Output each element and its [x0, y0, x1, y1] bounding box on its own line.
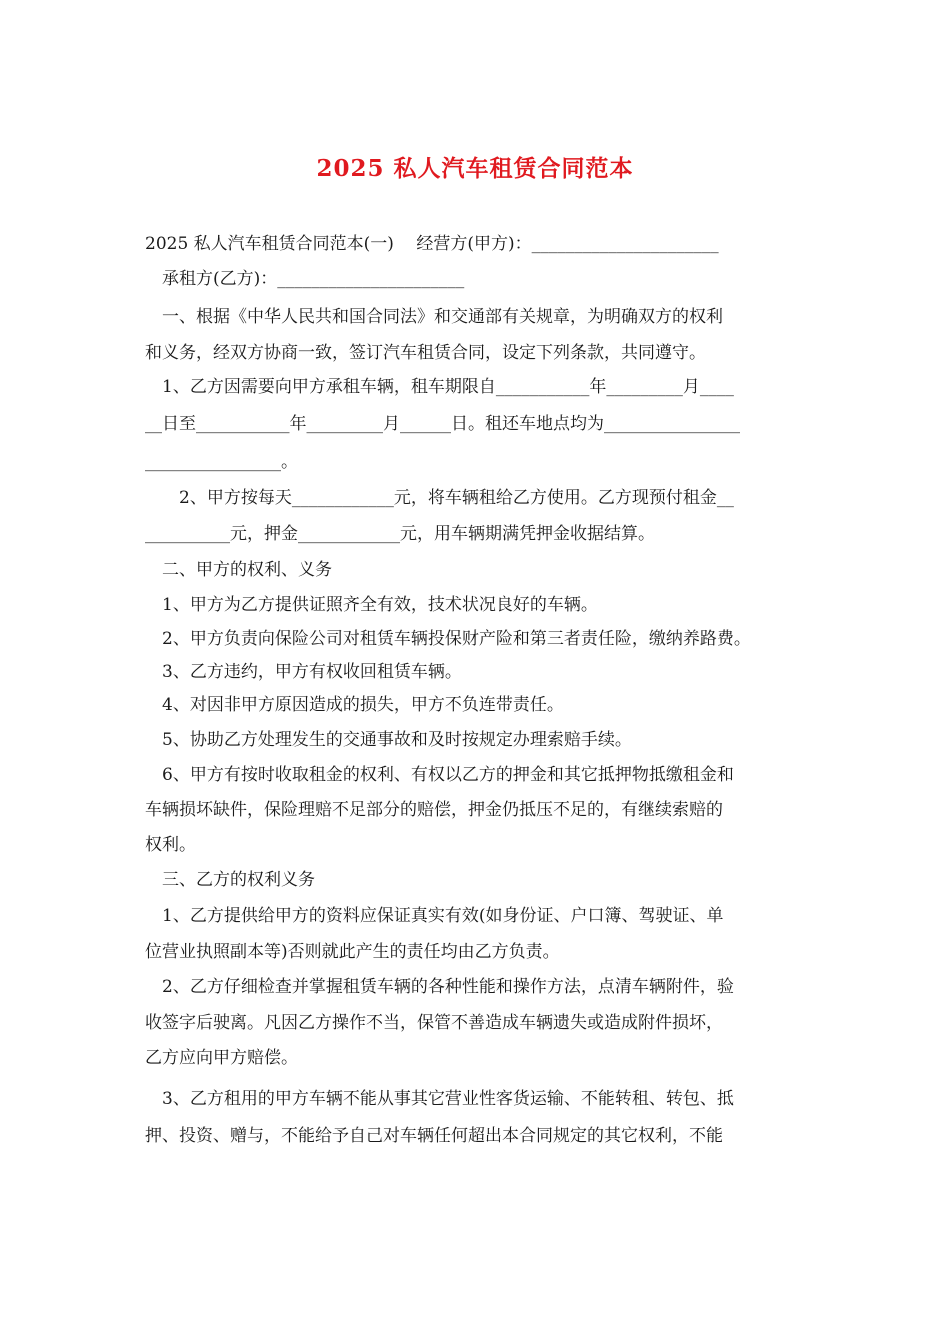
paragraph-line: 1、甲方为乙方提供证照齐全有效，技术状况良好的车辆。: [145, 595, 598, 615]
paragraph-line: 5、协助乙方处理发生的交通事故和及时按规定办理索赔手续。: [145, 730, 632, 750]
paragraph-line: 乙方应向甲方赔偿。: [145, 1048, 298, 1068]
paragraph-line: __日至___________年_________月______日。租还车地点均为________________: [145, 414, 740, 434]
paragraph-line: 权利。: [145, 835, 196, 855]
paragraph-line: 押、投资、赠与，不能给予自己对车辆任何超出本合同规定的其它权利，不能: [145, 1126, 723, 1146]
paragraph-line: 2、乙方仔细检查并掌握租赁车辆的各种性能和操作方法，点清车辆附件，验: [145, 977, 734, 997]
paragraph-line: __________元，押金____________元，用车辆期满凭押金收据结算。: [145, 524, 655, 544]
paragraph-line: 4、对因非甲方原因造成的损失，甲方不负连带责任。: [145, 695, 564, 715]
paragraph-line: 2、甲方按每天____________元，将车辆租给乙方使用。乙方现预付租金__: [145, 488, 734, 508]
paragraph-line: 3、乙方违约，甲方有权收回租赁车辆。: [145, 662, 462, 682]
paragraph-line: 3、乙方租用的甲方车辆不能从事其它营业性客货运输、不能转租、转包、抵: [145, 1089, 734, 1109]
paragraph-line: 2025 私人汽车租赁合同范本(一) 经营方(甲方)：______________________: [145, 234, 719, 254]
paragraph-line: 二、甲方的权利、义务: [145, 560, 332, 580]
paragraph-line: 1、乙方因需要向甲方承租车辆，租车期限自___________年_________月____: [145, 377, 734, 397]
paragraph-line: 承租方(乙方)：______________________: [145, 269, 465, 289]
paragraph-line: 2、甲方负责向保险公司对租赁车辆投保财产险和第三者责任险，缴纳养路费。: [145, 629, 751, 649]
paragraph-line: 1、乙方提供给甲方的资料应保证真实有效(如身份证、户口簿、驾驶证、单: [145, 906, 724, 926]
paragraph-line: ________________。: [145, 452, 298, 472]
paragraph-line: 和义务，经双方协商一致，签订汽车租赁合同，设定下列条款，共同遵守。: [145, 343, 706, 363]
paragraph-line: 车辆损坏缺件，保险理赔不足部分的赔偿，押金仍抵压不足的，有继续索赔的: [145, 800, 723, 820]
paragraph-line: 一、根据《中华人民共和国合同法》和交通部有关规章，为明确双方的权利: [145, 307, 723, 327]
paragraph-line: 位营业执照副本等)否则就此产生的责任均由乙方负责。: [145, 942, 560, 962]
paragraph-line: 三、乙方的权利义务: [145, 870, 315, 890]
document-title: 2025 私人汽车租赁合同范本: [316, 155, 634, 182]
paragraph-line: 6、甲方有按时收取租金的权利、有权以乙方的押金和其它抵押物抵缴租金和: [145, 765, 734, 785]
paragraph-line: 收签字后驶离。凡因乙方操作不当，保管不善造成车辆遗失或造成附件损坏，: [145, 1013, 723, 1033]
